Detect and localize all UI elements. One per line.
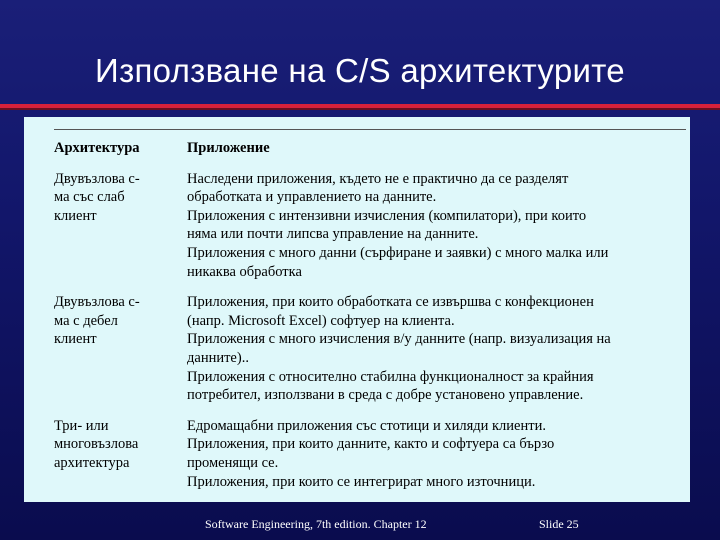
slide-title: Използване на C/S архитектурите bbox=[95, 52, 625, 89]
application-line: Наследени приложения, където не е практично да се разделят bbox=[187, 170, 569, 187]
architecture-line: Три- или bbox=[54, 417, 109, 434]
application-line: обработката и управлението на данните. bbox=[187, 189, 437, 206]
architecture-cell bbox=[54, 170, 187, 294]
architecture-line: ма със слаб bbox=[54, 189, 125, 206]
header-application: Приложение bbox=[187, 140, 270, 156]
application-line: (напр. Microsoft Excel) софтуер на клиента. bbox=[187, 312, 455, 329]
architecture-line: ма с дебел bbox=[54, 312, 118, 329]
header-architecture: Архитектура bbox=[54, 140, 140, 156]
architecture-line: клиент bbox=[54, 331, 97, 348]
application-line: Приложения с интензивни изчисления (компилатори), при които bbox=[187, 207, 587, 224]
footer-text: Software Engineering, 7th edition. Chapter 12 bbox=[205, 517, 427, 531]
application-line: няма или почти липсва управление на данните. bbox=[187, 226, 479, 243]
architecture-line: многовъзлова bbox=[54, 436, 139, 453]
application-line: Приложения с относително стабилна функционалност за крайния bbox=[187, 368, 594, 385]
application-cell bbox=[187, 293, 686, 417]
table-row bbox=[54, 417, 686, 491]
table-row bbox=[54, 293, 686, 417]
content-panel bbox=[24, 117, 690, 502]
slide-number: Slide 25 bbox=[539, 517, 579, 531]
application-line: данните).. bbox=[187, 349, 249, 366]
table-top-rule bbox=[54, 129, 686, 130]
application-line: потребител, използвани в среда с добре установено управление. bbox=[187, 387, 584, 404]
application-line: променящи се. bbox=[187, 454, 279, 471]
architecture-line: Двувъзлова с- bbox=[54, 170, 140, 187]
architecture-line: Двувъзлова с- bbox=[54, 294, 140, 311]
table-row bbox=[54, 170, 686, 294]
application-line: Приложения, при които се интегрират много източници. bbox=[187, 473, 536, 490]
application-line: никаква обработка bbox=[187, 263, 302, 280]
application-line: Приложения, при които данните, както и софтуера са бързо bbox=[187, 436, 555, 453]
architecture-cell bbox=[54, 293, 187, 417]
architecture-cell bbox=[54, 417, 187, 491]
application-cell bbox=[187, 417, 686, 491]
application-line: Приложения, при които обработката се извършва с конфекционен bbox=[187, 294, 594, 311]
application-line: Приложения с много изчисления в/у данните (напр. визуализация на bbox=[187, 331, 611, 348]
application-line: Приложения с много данни (сърфиране и заявки) с много малка или bbox=[187, 244, 609, 261]
architecture-table bbox=[54, 139, 686, 491]
application-cell bbox=[187, 170, 686, 294]
application-line: Едромащабни приложения със стотици и хиляди клиенти. bbox=[187, 417, 546, 434]
architecture-line: клиент bbox=[54, 207, 97, 224]
title-underline-shadow bbox=[0, 108, 720, 110]
architecture-line: архитектура bbox=[54, 454, 130, 471]
